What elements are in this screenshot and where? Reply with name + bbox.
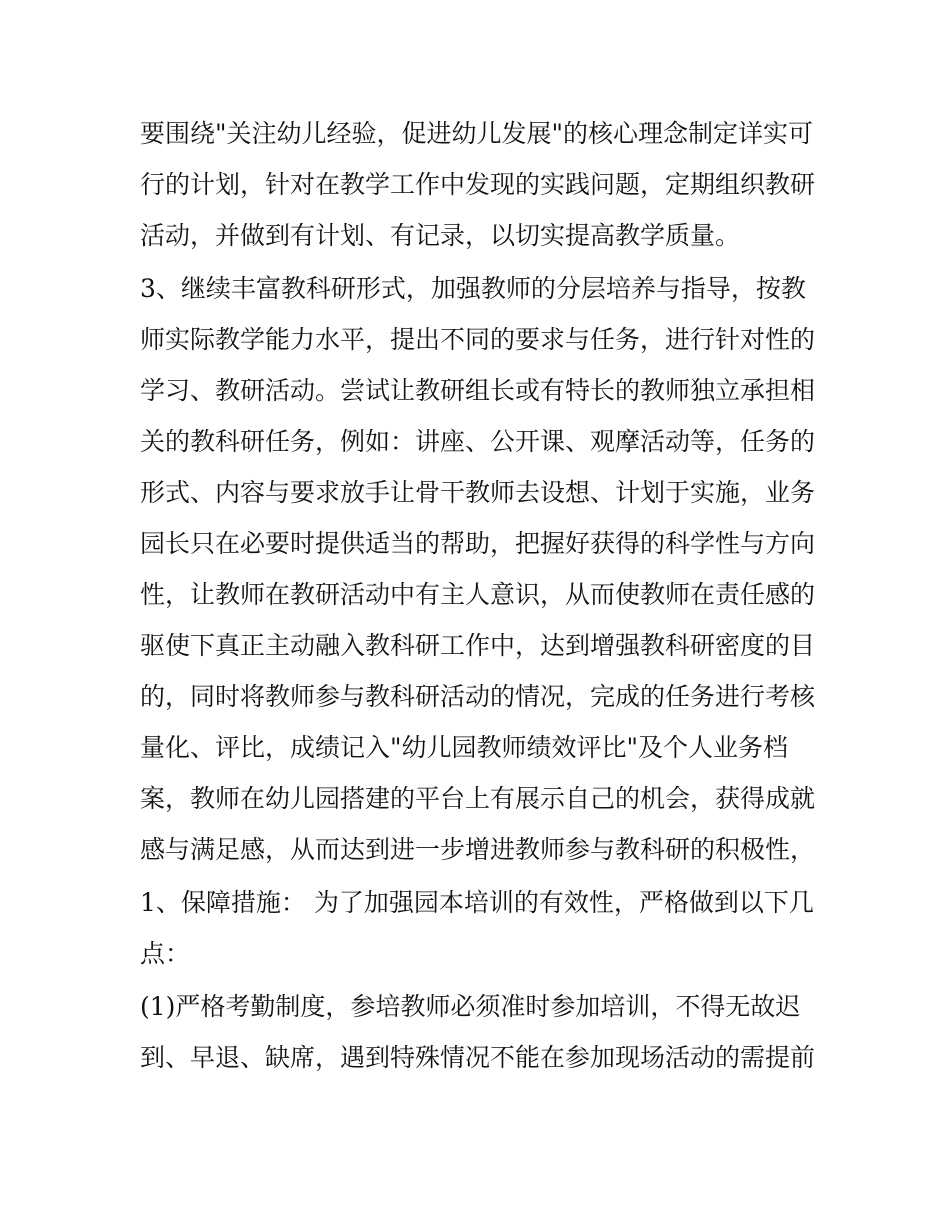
text-line: 园长只在必要时提供适当的帮助，把握好获得的科学性与方向 bbox=[140, 529, 816, 558]
text-line: 行的计划，针对在教学工作中发现的实践问题，定期组织教研 bbox=[140, 170, 816, 199]
text-line: 点： bbox=[140, 939, 191, 968]
text-line: 1、保障措施： 为了加强园本培训的有效性，严格做到以下几 bbox=[140, 888, 814, 917]
text-line: 到、早退、缺席，遇到特殊情况不能在参加现场活动的需提前 bbox=[140, 1043, 816, 1072]
paragraph-2 bbox=[140, 263, 820, 875]
text-line: 要围绕"关注幼儿经验，促进幼儿发展"的核心理念制定详实可 bbox=[140, 119, 814, 148]
paragraph-4 bbox=[140, 981, 820, 1083]
paragraph-3 bbox=[140, 877, 820, 979]
text-line: 案，教师在幼儿园搭建的平台上有展示自己的机会，获得成就 bbox=[140, 784, 816, 813]
text-line: 3、继续丰富教科研形式，加强教师的分层培养与指导，按教 bbox=[140, 274, 806, 303]
text-line: 驱使下真正主动融入教科研工作中，达到增强教科研密度的目 bbox=[140, 631, 816, 660]
document-body bbox=[140, 108, 820, 1083]
text-line: 师实际教学能力水平，提出不同的要求与任务，进行针对性的 bbox=[140, 325, 816, 354]
text-line: 的，同时将教师参与教科研活动的情况，完成的任务进行考核 bbox=[140, 682, 816, 711]
text-line: 关的教科研任务，例如：讲座、公开课、观摩活动等，任务的 bbox=[140, 427, 816, 456]
text-line: 量化、评比，成绩记入"幼儿园教师绩效评比"及个人业务档 bbox=[140, 733, 789, 762]
text-line: 形式、内容与要求放手让骨干教师去设想、计划于实施，业务 bbox=[140, 478, 816, 507]
text-line: 活动，并做到有计划、有记录，以切实提高教学质量。 bbox=[140, 221, 741, 250]
paragraph-1 bbox=[140, 108, 820, 261]
text-line: (1)严格考勤制度，参培教师必须准时参加培训，不得无故迟 bbox=[140, 992, 801, 1021]
text-line: 性，让教师在教研活动中有主人意识，从而使教师在责任感的 bbox=[140, 580, 816, 609]
text-line: 学习、教研活动。尝试让教研组长或有特长的教师独立承担相 bbox=[140, 376, 816, 405]
text-line: 感与满足感，从而达到进一步增进教师参与教科研的积极性， bbox=[140, 835, 816, 864]
